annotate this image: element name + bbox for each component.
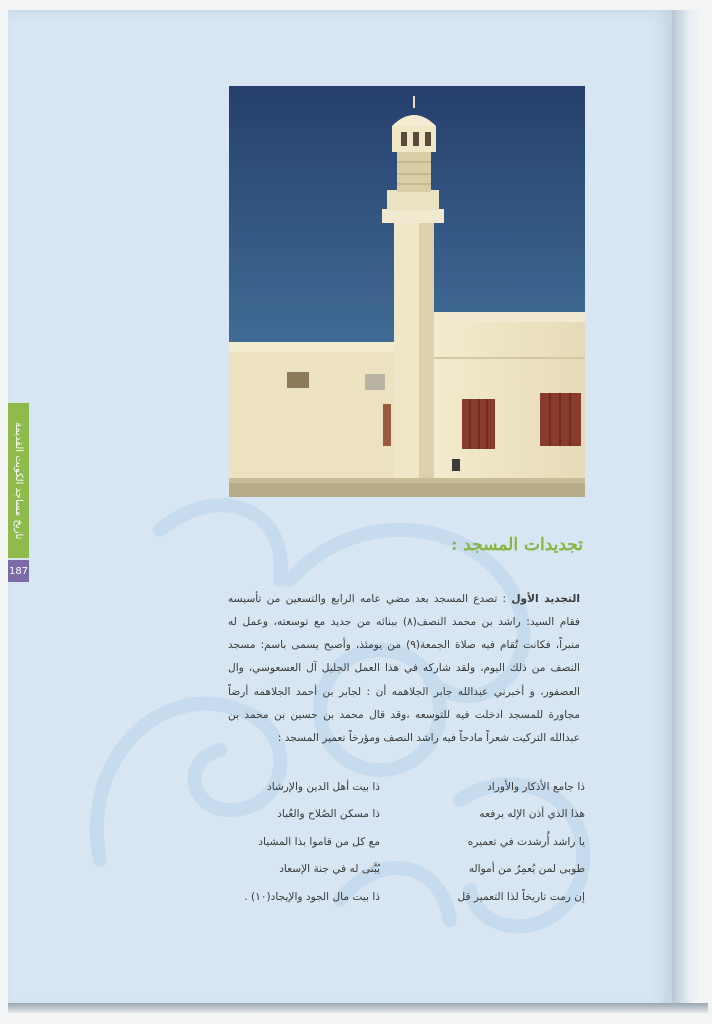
poem-verse: [220, 856, 585, 884]
poem: [220, 773, 585, 923]
mosque-photo: [229, 86, 585, 497]
verse-first-hemistich: ذا جامع الأذكار والأوراد: [487, 780, 585, 793]
poem-verse: [220, 773, 585, 801]
verse-second-hemistich: ذا مسكن الصُلاح والعُباد: [277, 808, 380, 821]
verse-second-hemistich: ذا بيت مال الجود والإيجاد(١٠) .: [244, 890, 380, 903]
verse-first-hemistich: إن رمت تاريخاً لذا التعمير قل: [457, 890, 585, 903]
poem-verse: [220, 801, 585, 829]
page-number: 187: [8, 560, 29, 582]
verse-first-hemistich: يا راشد أُرشدت في تعميره: [467, 835, 585, 848]
section-paragraph: [228, 588, 580, 751]
verse-second-hemistich: مع كل من قاموا بذا المشياد: [258, 835, 380, 848]
poem-verse: [220, 828, 585, 856]
page-bottom-edge: [8, 1003, 708, 1013]
verse-first-hemistich: هذا الذي أذن الإله برفعه: [479, 808, 585, 821]
verse-second-hemistich: ذا بيت أهل الدين والإرشاد: [266, 780, 380, 793]
section-heading: تجديدات المسجد :: [451, 535, 583, 555]
verse-first-hemistich: طوبى لمن يُعمِرُ من أمواله: [468, 863, 585, 876]
paragraph-body: : تصدع المسجد بعد مضي عامه الرابع والتسعين من تأسيسه فقام السيد: راشد بن محمد النصف(٨) ببنائه من جديد مع توسعته، وعمل له منبراً، فكانت تُقام فيه صلاة الجمعة(٩) من يومئذ، وأصبح يسمى باسم: مسجد النصف من ذلك اليوم، ولقد شاركه في هذا العمل الجليل آل العسعوسي، وال العصفور، و أخبرني عبدالله جابر الجلاهمه أن : لجابر بن أحمد الجلاهمه أرضاً مجاورة للمسجد ادخلت فيه للتوسعه ،وقد قال محمد بن حسين بن محمد بن عبدالله التركيت شعراً مادحاً فيه راشد النصف ومؤرخاً تعمير المسجد :: [228, 592, 580, 745]
chapter-title: تاريخ مساجد الكويت القديمة: [13, 421, 24, 540]
verse-second-hemistich: يُبَّنى له في جنة الإسعاد: [279, 863, 380, 876]
mosque-minaret-photo-icon: [229, 86, 585, 497]
poem-verse: [220, 883, 585, 911]
paragraph-lead: التجديد الأول: [511, 592, 580, 605]
chapter-side-tab: [8, 403, 29, 558]
